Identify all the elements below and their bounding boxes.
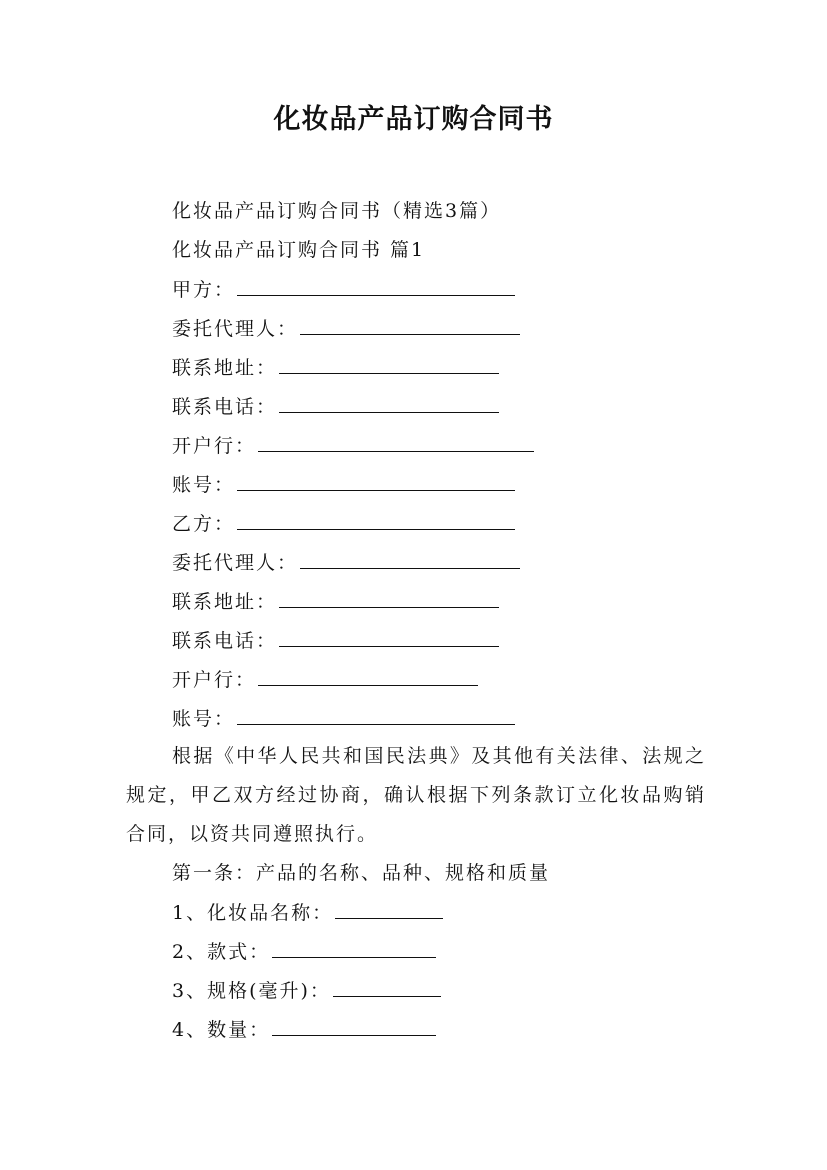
part-heading: 化妆品产品订购合同书 篇1 — [172, 239, 426, 261]
article1-item1-blank — [335, 899, 443, 919]
article1-item3-blank — [333, 977, 441, 997]
party-a-agent-blank — [300, 315, 520, 335]
preamble-paragraph: 根据《中华人民共和国民法典》及其他有关法律、法规之规定，甲乙双方经过协商，确认根据下列条款订立化妆品购销合同，以资共同遵照执行。 — [126, 745, 706, 845]
party-a-agent-label: 委托代理人： — [172, 318, 299, 340]
article1-item2-label: 2、款式： — [172, 941, 271, 963]
party-b-agent-blank — [300, 549, 520, 569]
article1-item1-row — [172, 899, 443, 926]
party-b-phone-label: 联系电话： — [172, 630, 278, 652]
party-b-phone-row — [172, 627, 499, 654]
party-a-address-label: 联系地址： — [172, 357, 278, 379]
party-b-bank-row — [172, 666, 478, 693]
party-b-phone-blank — [279, 627, 499, 647]
party-b-bank-label: 开户行： — [172, 669, 257, 691]
party-b-agent-row — [172, 549, 520, 576]
party-a-phone-blank — [279, 393, 499, 413]
party-a-row — [172, 276, 515, 303]
party-b-address-row — [172, 588, 499, 615]
party-b-row — [172, 510, 515, 537]
article1-item2-blank — [272, 938, 436, 958]
article1-heading: 第一条：产品的名称、品种、规格和质量 — [172, 862, 551, 884]
article1-item4-label: 4、数量： — [172, 1019, 271, 1041]
party-a-account-label: 账号： — [172, 474, 236, 496]
party-a-agent-row — [172, 315, 520, 342]
article1-item4-row — [172, 1016, 436, 1043]
article1-item3-row — [172, 977, 441, 1004]
party-b-bank-blank — [258, 666, 478, 686]
party-b-account-blank — [237, 705, 515, 725]
party-a-bank-blank — [258, 432, 534, 452]
party-a-label: 甲方： — [172, 279, 236, 301]
party-a-account-blank — [237, 471, 515, 491]
party-b-label: 乙方： — [172, 513, 236, 535]
party-a-address-blank — [279, 354, 499, 374]
party-b-blank — [237, 510, 515, 530]
document-title: 化妆品产品订购合同书 — [273, 104, 554, 135]
party-b-address-label: 联系地址： — [172, 591, 278, 613]
party-a-address-row — [172, 354, 499, 381]
article1-item3-label: 3、规格(毫升)： — [172, 980, 331, 1002]
party-b-agent-label: 委托代理人： — [172, 552, 299, 574]
party-a-blank — [237, 276, 515, 296]
article1-item2-row — [172, 938, 436, 965]
party-a-bank-row — [172, 432, 534, 459]
party-a-bank-label: 开户行： — [172, 435, 257, 457]
article1-item1-label: 1、化妆品名称： — [172, 902, 334, 924]
party-a-account-row — [172, 471, 515, 498]
party-b-address-blank — [279, 588, 499, 608]
party-a-phone-row — [172, 393, 499, 420]
party-a-phone-label: 联系电话： — [172, 396, 278, 418]
party-b-account-label: 账号： — [172, 708, 236, 730]
document-subtitle: 化妆品产品订购合同书（精选3篇） — [172, 200, 502, 222]
article1-item4-blank — [272, 1016, 436, 1036]
party-b-account-row — [172, 705, 515, 732]
